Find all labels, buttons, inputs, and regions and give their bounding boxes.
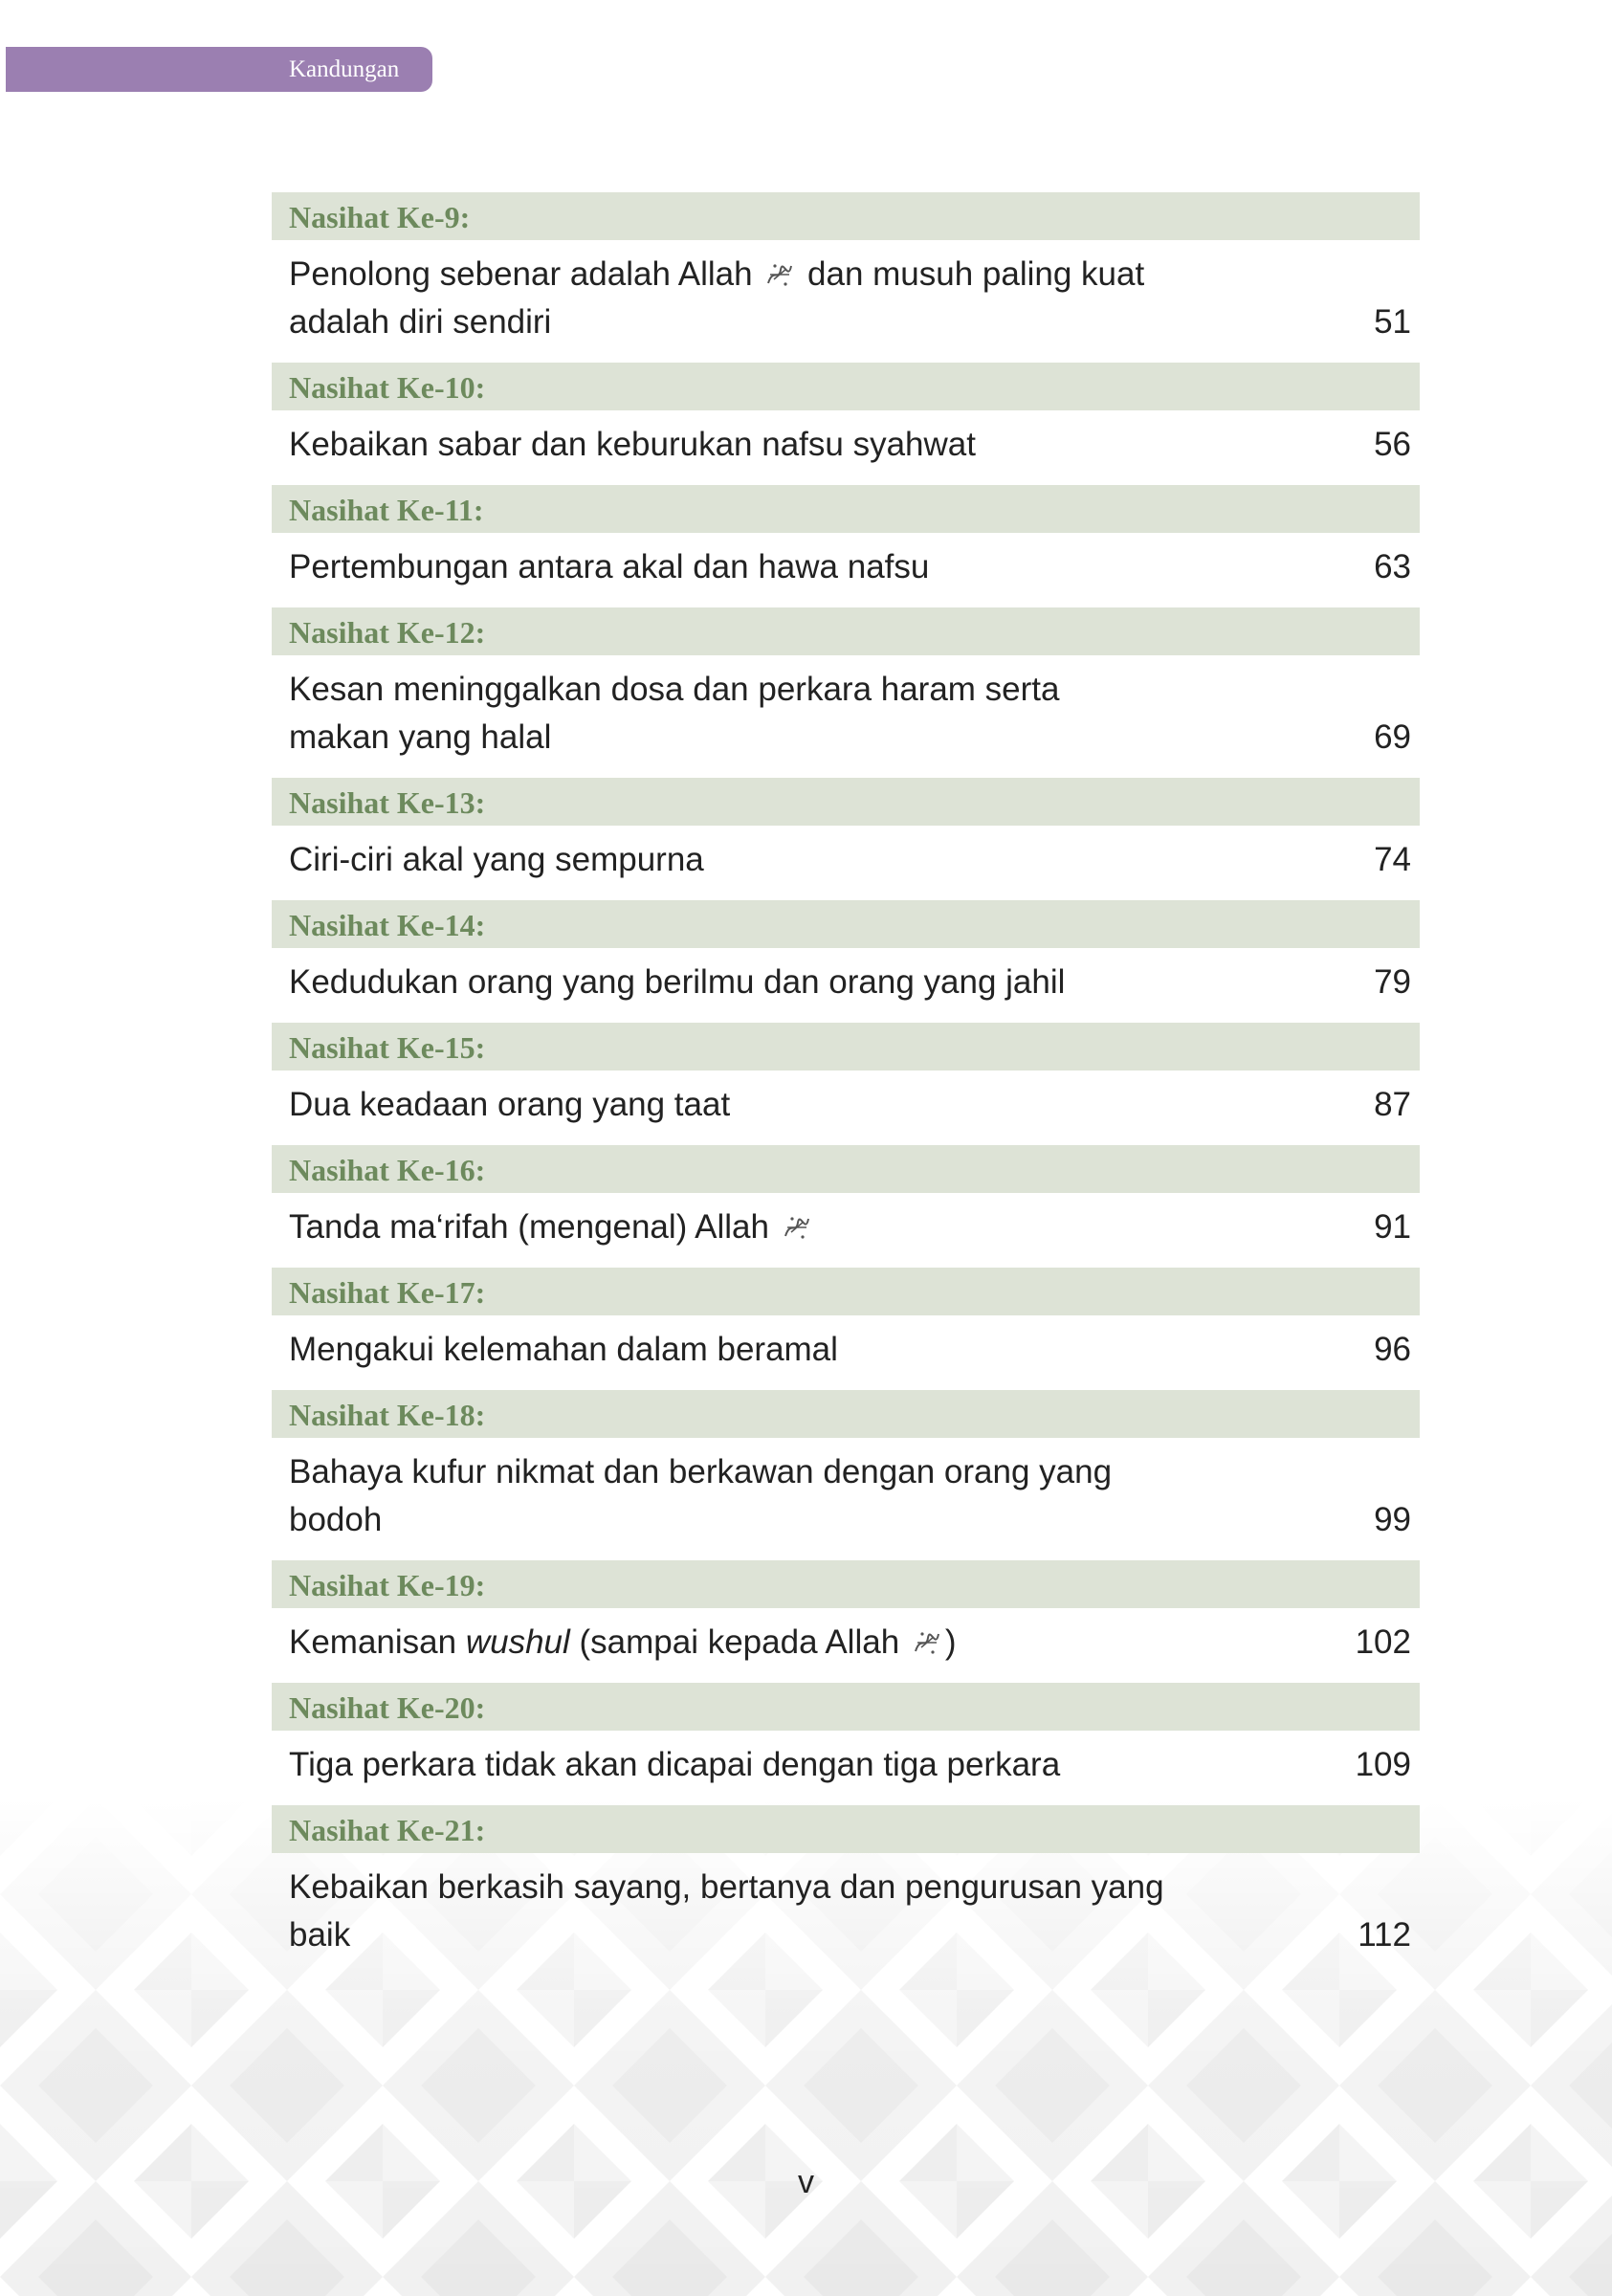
toc-entry <box>272 900 1420 1023</box>
toc-entry-label: Nasihat Ke-9: <box>272 192 1420 240</box>
toc-entry-label: Nasihat Ke-10: <box>272 363 1420 410</box>
page-number: v <box>798 2164 814 2200</box>
toc-entry-title: Pertembungan antara akal dan hawa nafsu <box>289 548 930 585</box>
toc-entry <box>272 1683 1420 1805</box>
toc-entry-page[interactable]: 112 <box>1358 1916 1411 1954</box>
toc-entry-page[interactable]: 79 <box>1374 963 1411 1001</box>
toc-entry <box>272 778 1420 900</box>
toc-entry-label: Nasihat Ke-15: <box>272 1023 1420 1071</box>
allah-swt-calligraphy-icon <box>783 1213 811 1242</box>
toc-entry-title: Mengakui kelemahan dalam beramal <box>289 1331 838 1368</box>
toc-entry-body <box>272 1853 1420 1976</box>
toc-entry-title: Kebaikan berkasih sayang, bertanya dan pengurusan yang baik <box>289 1868 1164 1954</box>
toc-entry <box>272 607 1420 778</box>
toc-entry <box>272 1023 1420 1145</box>
toc-entry-page[interactable]: 102 <box>1355 1623 1411 1661</box>
toc-entry-body <box>272 948 1420 1023</box>
section-title: Kandungan <box>289 56 400 82</box>
toc-entry-title: Ciri-ciri akal yang sempurna <box>289 841 704 878</box>
toc-entry <box>272 1268 1420 1390</box>
toc-entry-page[interactable]: 109 <box>1355 1746 1411 1783</box>
allah-swt-calligraphy-icon <box>913 1628 941 1657</box>
toc-entry-title-text: dan musuh paling kuat adalah diri sendiri <box>289 255 1145 341</box>
toc-entry-label: Nasihat Ke-21: <box>272 1805 1420 1853</box>
toc-entry-body <box>272 240 1420 363</box>
toc-entry-page[interactable]: 91 <box>1374 1208 1411 1246</box>
toc-entry-body <box>272 533 1420 607</box>
table-of-contents <box>272 192 1420 1976</box>
allah-swt-calligraphy-icon <box>765 260 794 289</box>
toc-entry-title-text: Tanda ma‘rifah (mengenal) Allah <box>289 1208 779 1246</box>
toc-entry-title-text: Penolong sebenar adalah Allah <box>289 255 762 293</box>
toc-entry-page[interactable]: 69 <box>1374 718 1411 756</box>
toc-entry-page[interactable]: 99 <box>1374 1501 1411 1538</box>
toc-entry-page[interactable]: 87 <box>1374 1086 1411 1123</box>
toc-entry-title-text: Kemanisan <box>289 1623 466 1661</box>
toc-entry-title-italic: wushul <box>465 1623 570 1661</box>
toc-entry-title: Kesan meninggalkan dosa dan perkara haram serta makan yang halal <box>289 671 1060 756</box>
toc-entry-label: Nasihat Ke-14: <box>272 900 1420 948</box>
toc-entry-title: Bahaya kufur nikmat dan berkawan dengan orang yang bodoh <box>289 1453 1113 1538</box>
toc-entry-label: Nasihat Ke-19: <box>272 1560 1420 1608</box>
toc-entry-body <box>272 410 1420 485</box>
toc-entry-title: Kedudukan orang yang berilmu dan orang yang jahil <box>289 963 1066 1001</box>
toc-entry <box>272 1805 1420 1976</box>
section-header-tab <box>6 47 432 92</box>
toc-entry-title: Kebaikan sabar dan keburukan nafsu syahwat <box>289 426 976 463</box>
toc-entry-title-text: (sampai kepada Allah <box>569 1623 909 1661</box>
toc-entry-body <box>272 1438 1420 1560</box>
toc-entry-label: Nasihat Ke-18: <box>272 1390 1420 1438</box>
toc-entry-page[interactable]: 96 <box>1374 1331 1411 1368</box>
toc-entry-label: Nasihat Ke-11: <box>272 485 1420 533</box>
toc-entry-label: Nasihat Ke-12: <box>272 607 1420 655</box>
toc-entry <box>272 363 1420 485</box>
toc-entry <box>272 1390 1420 1560</box>
toc-entry-body <box>272 1193 1420 1268</box>
toc-entry-body <box>272 1608 1420 1683</box>
toc-entry-label: Nasihat Ke-17: <box>272 1268 1420 1315</box>
toc-entry-page[interactable]: 63 <box>1374 548 1411 585</box>
toc-entry <box>272 192 1420 363</box>
toc-entry-body <box>272 1315 1420 1390</box>
toc-entry-label: Nasihat Ke-20: <box>272 1683 1420 1731</box>
toc-entry-page[interactable]: 74 <box>1374 841 1411 878</box>
toc-entry <box>272 485 1420 607</box>
toc-entry-body <box>272 826 1420 900</box>
toc-entry-label: Nasihat Ke-16: <box>272 1145 1420 1193</box>
toc-entry-label: Nasihat Ke-13: <box>272 778 1420 826</box>
toc-entry-title <box>289 251 1169 346</box>
toc-entry-body <box>272 1071 1420 1145</box>
toc-entry-title <box>289 1203 815 1251</box>
toc-entry-body <box>272 1731 1420 1805</box>
toc-entry-page[interactable]: 56 <box>1374 426 1411 463</box>
toc-entry-page[interactable]: 51 <box>1374 303 1411 341</box>
toc-entry-body <box>272 655 1420 778</box>
toc-entry <box>272 1560 1420 1683</box>
toc-entry-title-text: ) <box>944 1623 957 1661</box>
toc-entry-title: Dua keadaan orang yang taat <box>289 1086 731 1123</box>
toc-entry-title <box>289 1619 957 1667</box>
toc-entry <box>272 1145 1420 1268</box>
toc-entry-title: Tiga perkara tidak akan dicapai dengan tiga perkara <box>289 1746 1061 1783</box>
